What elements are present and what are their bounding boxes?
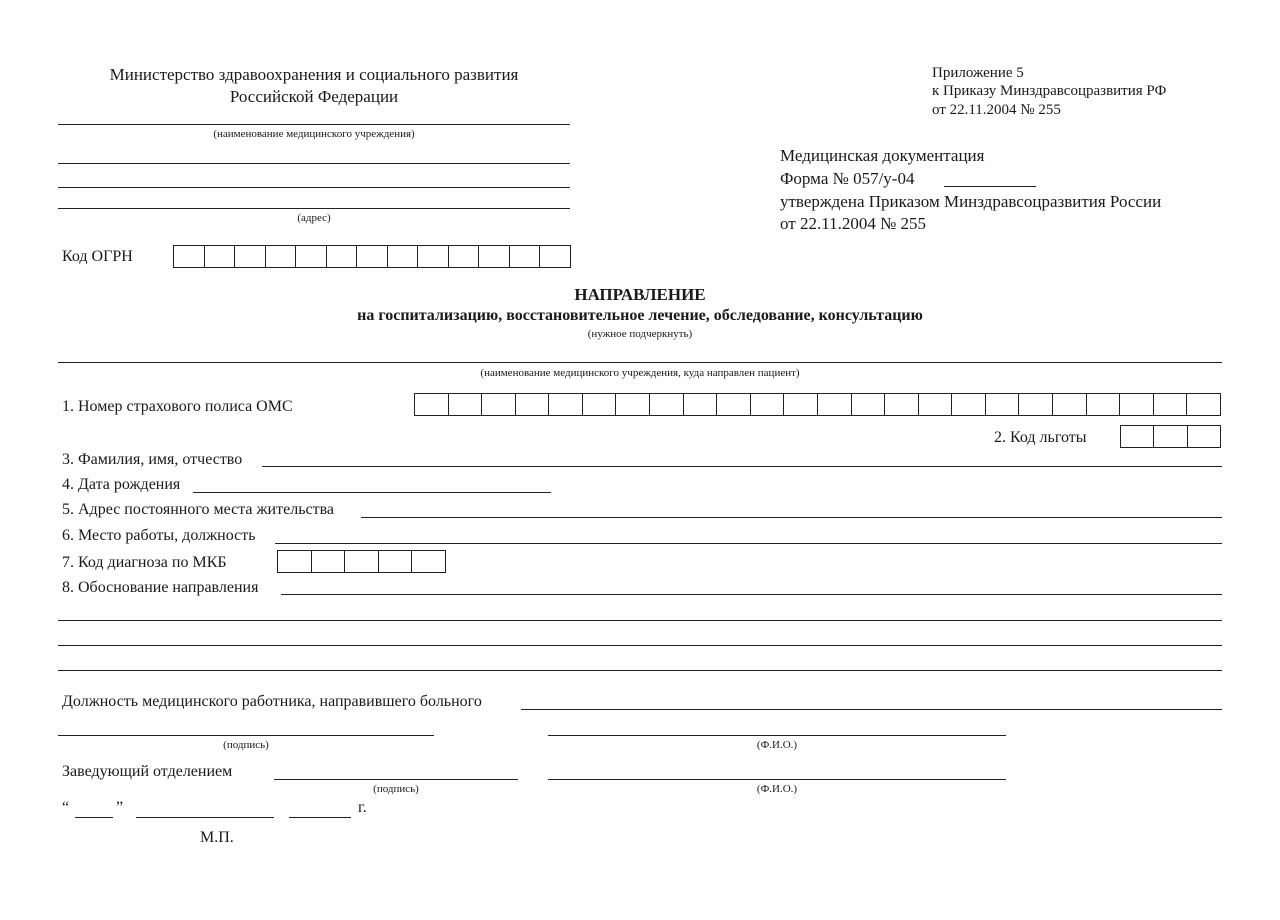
head-fio-line[interactable]: [548, 779, 1006, 780]
grid-cell[interactable]: [919, 394, 953, 415]
fio-caption: (Ф.И.О.): [756, 739, 798, 751]
mkb-code-grid[interactable]: [277, 550, 446, 573]
grid-cell[interactable]: [818, 394, 852, 415]
head-of-department-label: Заведующий отделением: [62, 763, 233, 780]
benefit-code-grid[interactable]: [1120, 425, 1221, 448]
grid-cell[interactable]: [510, 246, 541, 267]
grid-cell[interactable]: [885, 394, 919, 415]
signature-line[interactable]: [58, 735, 434, 736]
field-workplace-label: 6. Место работы, должность: [62, 527, 256, 544]
grid-cell[interactable]: [449, 394, 483, 415]
grid-cell[interactable]: [1087, 394, 1121, 415]
field-justification-label: 8. Обоснование направления: [62, 579, 259, 596]
field-birthdate-label: 4. Дата рождения: [62, 476, 181, 493]
form-number-line: [944, 186, 1036, 187]
grid-cell[interactable]: [952, 394, 986, 415]
institution-caption: (наименование медицинского учреждения): [213, 128, 415, 140]
address-caption: (адрес): [297, 212, 331, 224]
grid-cell[interactable]: [482, 394, 516, 415]
date-year-suffix: г.: [358, 799, 367, 816]
justification-line-3[interactable]: [58, 645, 1222, 646]
fio-signature-line[interactable]: [548, 735, 1006, 736]
grid-cell[interactable]: [852, 394, 886, 415]
head-signature-caption: (подпись): [373, 783, 419, 795]
appendix-line2: к Приказу Минздравсоцразвития РФ: [932, 83, 1167, 99]
date-month-line[interactable]: [136, 817, 274, 818]
grid-cell[interactable]: [1053, 394, 1087, 415]
workplace-line[interactable]: [275, 543, 1222, 544]
grid-cell[interactable]: [415, 394, 449, 415]
grid-cell[interactable]: [388, 246, 419, 267]
grid-cell[interactable]: [1120, 394, 1154, 415]
field-mkb-label: 7. Код диагноза по МКБ: [62, 554, 227, 571]
grid-cell[interactable]: [296, 246, 327, 267]
justification-line-2[interactable]: [58, 620, 1222, 621]
grid-cell[interactable]: [235, 246, 266, 267]
grid-cell[interactable]: [278, 551, 312, 572]
birthdate-line[interactable]: [193, 492, 551, 493]
grid-cell[interactable]: [379, 551, 413, 572]
form-info-line1: Медицинская документация: [780, 146, 985, 165]
grid-cell[interactable]: [650, 394, 684, 415]
justification-line-1[interactable]: [281, 594, 1222, 595]
document-title: НАПРАВЛЕНИЕ: [574, 285, 706, 304]
grid-cell[interactable]: [327, 246, 358, 267]
grid-cell[interactable]: [616, 394, 650, 415]
grid-cell[interactable]: [205, 246, 236, 267]
grid-cell[interactable]: [1154, 426, 1187, 447]
destination-caption: (наименование медицинского учреждения, куда направлен пациент): [480, 367, 800, 379]
field-benefit-label: 2. Код льготы: [994, 429, 1087, 446]
referring-position-label: Должность медицинского работника, направившего больного: [62, 693, 482, 710]
justification-line-4[interactable]: [58, 670, 1222, 671]
residence-address-line[interactable]: [361, 517, 1222, 518]
grid-cell[interactable]: [266, 246, 297, 267]
signature-caption: (подпись): [223, 739, 269, 751]
institution-name-line: [58, 124, 570, 125]
oms-policy-grid[interactable]: [414, 393, 1221, 416]
grid-cell[interactable]: [1019, 394, 1053, 415]
grid-cell[interactable]: [549, 394, 583, 415]
head-signature-line[interactable]: [274, 779, 518, 780]
grid-cell[interactable]: [1121, 426, 1154, 447]
grid-cell[interactable]: [717, 394, 751, 415]
grid-cell[interactable]: [986, 394, 1020, 415]
grid-cell[interactable]: [418, 246, 449, 267]
ministry-line2: Российской Федерации: [229, 87, 399, 106]
grid-cell[interactable]: [583, 394, 617, 415]
document-subtitle: на госпитализацию, восстановительное лечение, обследование, консультацию: [357, 307, 923, 324]
address-line-1: [58, 187, 570, 188]
ogrn-label: Код ОГРН: [62, 248, 133, 265]
grid-cell[interactable]: [357, 246, 388, 267]
grid-cell[interactable]: [479, 246, 510, 267]
field-address-label: 5. Адрес постоянного места жительства: [62, 501, 335, 518]
grid-cell[interactable]: [412, 551, 445, 572]
grid-cell[interactable]: [784, 394, 818, 415]
head-fio-caption: (Ф.И.О.): [756, 783, 798, 795]
grid-cell[interactable]: [174, 246, 205, 267]
ministry-line1: Министерство здравоохранения и социального развития: [109, 65, 519, 84]
destination-line: [58, 362, 1222, 363]
fio-line[interactable]: [262, 466, 1222, 467]
institution-line-2: [58, 163, 570, 164]
date-quote-close: ”: [116, 799, 124, 816]
grid-cell[interactable]: [449, 246, 480, 267]
grid-cell[interactable]: [1154, 394, 1188, 415]
date-quote-open: “: [62, 799, 70, 816]
field-fio-label: 3. Фамилия, имя, отчество: [62, 451, 243, 468]
grid-cell[interactable]: [684, 394, 718, 415]
date-day-line[interactable]: [75, 817, 113, 818]
grid-cell[interactable]: [540, 246, 570, 267]
form-info-line3: утверждена Приказом Минздравсоцразвития России: [780, 192, 1162, 211]
ogrn-grid[interactable]: [173, 245, 571, 268]
form-info-line2: Форма № 057/у-04: [780, 169, 915, 188]
stamp-placeholder: М.П.: [200, 829, 234, 846]
form-info-line4: от 22.11.2004 № 255: [780, 214, 927, 233]
grid-cell[interactable]: [1188, 426, 1220, 447]
grid-cell[interactable]: [516, 394, 550, 415]
grid-cell[interactable]: [345, 551, 379, 572]
date-year-line[interactable]: [289, 817, 351, 818]
underline-note: (нужное подчеркнуть): [587, 328, 693, 340]
referring-position-line[interactable]: [521, 709, 1222, 710]
appendix-line1: Приложение 5: [932, 65, 1024, 81]
appendix-line3: от 22.11.2004 № 255: [932, 102, 1061, 118]
grid-cell[interactable]: [1187, 394, 1220, 415]
address-line-2: [58, 208, 570, 209]
field-oms-label: 1. Номер страхового полиса ОМС: [62, 398, 293, 415]
grid-cell[interactable]: [312, 551, 346, 572]
grid-cell[interactable]: [751, 394, 785, 415]
